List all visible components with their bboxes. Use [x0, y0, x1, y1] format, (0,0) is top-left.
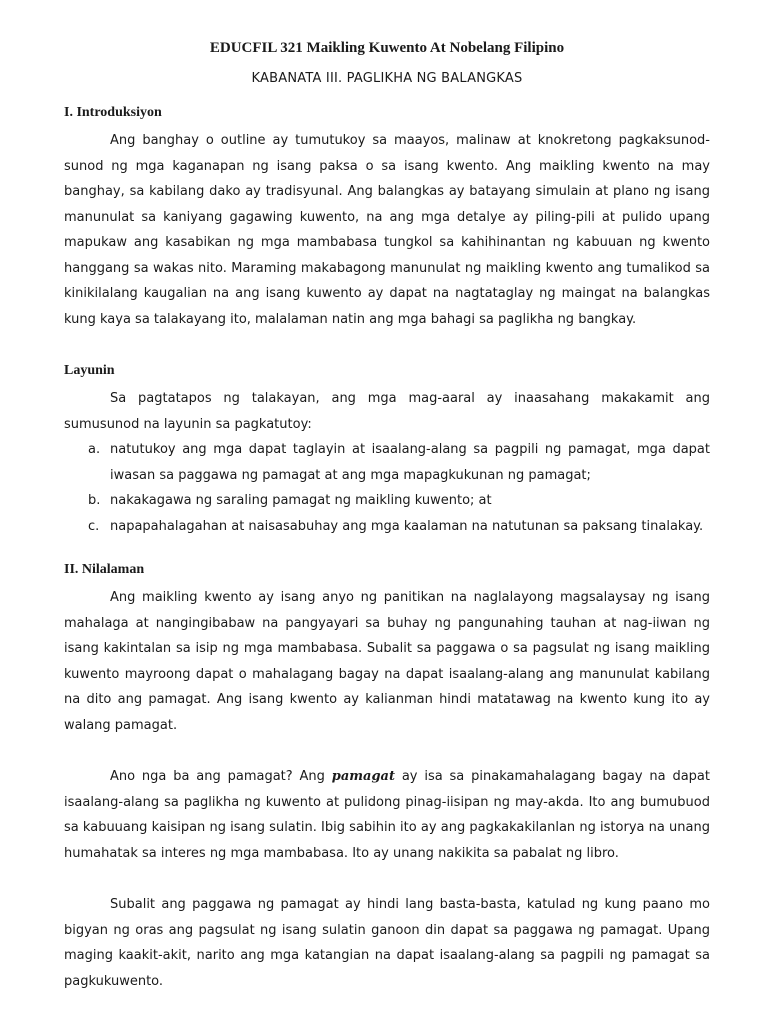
list-item-text: nakakagawa ng saraling pamagat ng maikling kuwento; at — [110, 493, 492, 508]
document-title: EDUCFIL 321 Maikling Kuwento At Nobelang Filipino — [209, 40, 565, 56]
objectives-list — [64, 437, 710, 539]
nilalaman-paragraph-1: Ang maikling kwento ay isang anyo ng panitikan na naglalayong magsalaysay ng isang mahalaga at nangingibabaw na pangyayari sa buhay ng pangunahing tauhan at nag-iiwan ng isang kakintalan sa isip ng mga mambabasa. Subalit sa paggawa o sa pagsulat ng isang maikling kuwento mayroong dapat o mahalagang bagay na dapat isaalang-alang ang manunulat kabilang na dito ang pamagat. Ang isang kwento ay kalianman hindi matatawag na kwento kung ito ay walang pamagat. — [64, 590, 710, 733]
introduksiyon-paragraph: Ang banghay o outline ay tumutukoy sa maayos, malinaw at knokretong pagkaksunod-sunod ng mga kaganapan ng isang paksa o sa isang kwento. Ang maikling kwento na may banghay, sa kabilang dako ay tradisyunal. Ang balangkas ay batayang simulain at plano ng isang manunulat sa kaniyang gagawing kuwento, na ang mga detalye ay piling-pili at pulido upang mapukaw ang kasabikan ng mga mambabasa tungkol sa kahihinantan ng kabuuan ng kwento hanggang sa wakas nito. Maraming makabagong manunulat ng maikling kwento ang tumalikod sa kinikilalang kaugalian na ang isang kuwento ay dapat na nagtataglay ng maingat na balangkas kung kaya sa talakayang ito, malalaman natin ang mga bahagi sa paglikha ng bangkay. — [64, 133, 710, 327]
list-marker: b. — [88, 493, 101, 508]
section-heading-introduksiyon: I. Introduksiyon — [64, 105, 162, 120]
list-marker: c. — [88, 518, 100, 534]
layunin-intro: Sa pagtatapos ng talakayan, ang mga mag-aaral ay inaasahang makakamit ang sumusunod na layunin sa pagkatutoy: — [64, 391, 710, 432]
emphasis-pamagat: pamagat — [331, 769, 395, 784]
paragraph-2-lead: Ano nga ba ang pamagat? Ang — [110, 769, 332, 784]
section-heading-layunin: Layunin — [64, 363, 115, 378]
list-item-text: napapahalagahan at naisasabuhay ang mga kaalaman na natutunan sa paksang tinalakay. — [110, 518, 704, 534]
list-item — [88, 514, 710, 540]
section-heading-nilalaman: II. Nilalaman — [64, 562, 145, 577]
nilalaman-paragraph-3: Subalit ang paggawa ng pamagat ay hindi lang basta-basta, katulad ng kung paano mo bigyan ng oras ang pagsulat ng isang sulatin ganoon din dapat sa paggawa ng pamagat. Upang maging kaakit-akit, narito ang mga katangian na dapat isaalang-alang sa pagpili ng pamagat sa pagkukuwento. — [64, 897, 710, 989]
list-marker: a. — [88, 442, 101, 457]
list-item-text: natutukoy ang mga dapat taglayin at isaalang-alang sa pagpili ng pamagat, mga dapat iwasan sa paggawa ng pamagat at ang mga mapagkukunan ng pamagat; — [110, 442, 710, 483]
chapter-title: KABANATA III. PAGLIKHA NG BALANGKAS — [251, 71, 523, 86]
list-item — [88, 488, 710, 514]
paragraph-2-rest: ay isa sa pinakamahalagang bagay na dapat isaalang-alang sa paglikha ng kuwento at pulidong pinag-iisipan ng may-akda. Ito ang bumubuod sa kabuuang kaisipan ng isang sulatin. Ibig sabihin ito ay ang pagkakakilanlan ng istorya na unang humahatak sa interes ng mga mambabasa. Ito ay unang nakikita sa pabalat ng libro. — [64, 769, 710, 861]
list-item — [88, 437, 710, 488]
nilalaman-paragraph-2 — [64, 764, 710, 866]
